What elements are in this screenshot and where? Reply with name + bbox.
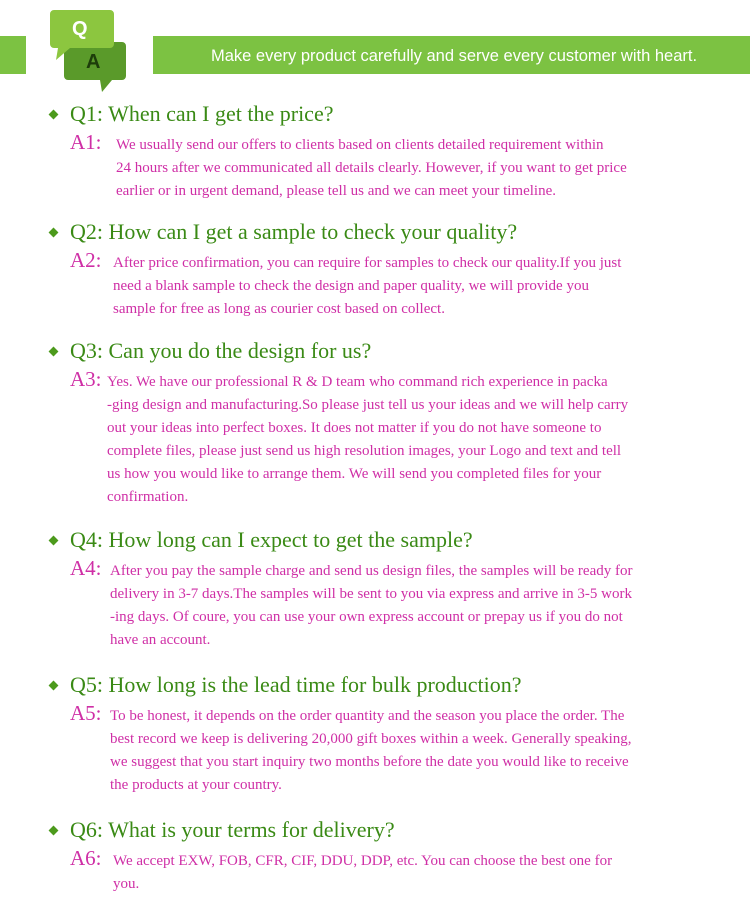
answer-text <box>110 560 680 652</box>
answer-label: A4: <box>70 556 102 580</box>
answer-line: We usually send our offers to clients based on clients detailed requirement within <box>116 137 604 153</box>
question-text: Q3: Can you do the design for us? <box>70 338 372 363</box>
answer-line: complete files, please just send us high resolution images, your Logo and text and tell <box>107 443 622 459</box>
answer-line: We accept EXW, FOB, CFR, CIF, DDU, DDP, etc. You can choose the best one for <box>113 853 613 869</box>
answer-label: A6: <box>70 846 102 870</box>
qa-logo-icon <box>48 8 132 94</box>
answer-line: out your ideas into perfect boxes. It does not matter if you do not have someone to <box>107 420 602 436</box>
diamond-bullet-icon <box>49 347 59 357</box>
answer-line: To be honest, it depends on the order quantity and the season you place the order. The <box>110 708 625 724</box>
answer-line: After you pay the sample charge and send us design files, the samples will be ready for <box>110 563 633 579</box>
answer-line: -ging design and manufacturing.So please just tell us your ideas and we will help carry <box>107 397 629 413</box>
question-text: Q6: What is your terms for delivery? <box>70 817 395 842</box>
logo-q-letter: Q <box>72 18 88 40</box>
question-text: Q1: When can I get the price? <box>70 101 334 126</box>
answer-label: A3: <box>70 367 102 391</box>
answer-text <box>113 252 683 321</box>
header-tagline: Make every product carefully and serve every customer with heart. <box>211 47 698 65</box>
diamond-bullet-icon <box>49 228 59 238</box>
answer-label: A2: <box>70 248 102 272</box>
answer-line: After price confirmation, you can require for samples to check our quality.If you just <box>113 255 622 271</box>
logo-a-letter: A <box>86 51 101 73</box>
answer-line: have an account. <box>110 632 211 648</box>
answer-line: we suggest that you start inquiry two months before the date you would like to receive <box>110 754 629 770</box>
question-text: Q2: How can I get a sample to check your quality? <box>70 219 518 244</box>
answer-text <box>110 705 680 797</box>
answer-line: earlier or in urgent demand, please tell us and we can meet your timeline. <box>116 183 556 199</box>
answer-line: the products at your country. <box>110 777 282 793</box>
diamond-bullet-icon <box>49 536 59 546</box>
answer-line: sample for free as long as courier cost based on collect. <box>113 301 445 317</box>
diamond-bullet-icon <box>49 681 59 691</box>
answer-text <box>116 134 686 203</box>
answer-text <box>107 371 677 509</box>
answer-label: A1: <box>70 130 102 154</box>
diamond-bullet-icon <box>49 110 59 120</box>
header-bar-left <box>0 36 26 74</box>
answer-line: delivery in 3-7 days.The samples will be sent to you via express and arrive in 3-5 work <box>110 586 632 602</box>
answer-line: best record we keep is delivering 20,000 gift boxes within a week. Generally speaking, <box>110 731 632 747</box>
answer-line: Yes. We have our professional R & D team who command rich experience in packa <box>107 374 608 390</box>
question-text: Q5: How long is the lead time for bulk production? <box>70 672 522 697</box>
answer-line: confirmation. <box>107 489 189 505</box>
answer-line: us how you would like to arrange them. We will send you completed files for your <box>107 466 602 482</box>
answer-line: -ing days. Of coure, you can use your own express account or prepay us if you do not <box>110 609 623 625</box>
answer-line: 24 hours after we communicated all details clearly. However, if you want to get price <box>116 160 627 176</box>
answer-line: need a blank sample to check the design and paper quality, we will provide you <box>113 278 589 294</box>
diamond-bullet-icon <box>49 826 59 836</box>
answer-text <box>113 850 683 896</box>
answer-line: you. <box>113 876 140 892</box>
question-text: Q4: How long can I expect to get the sample? <box>70 527 473 552</box>
answer-label: A5: <box>70 701 102 725</box>
